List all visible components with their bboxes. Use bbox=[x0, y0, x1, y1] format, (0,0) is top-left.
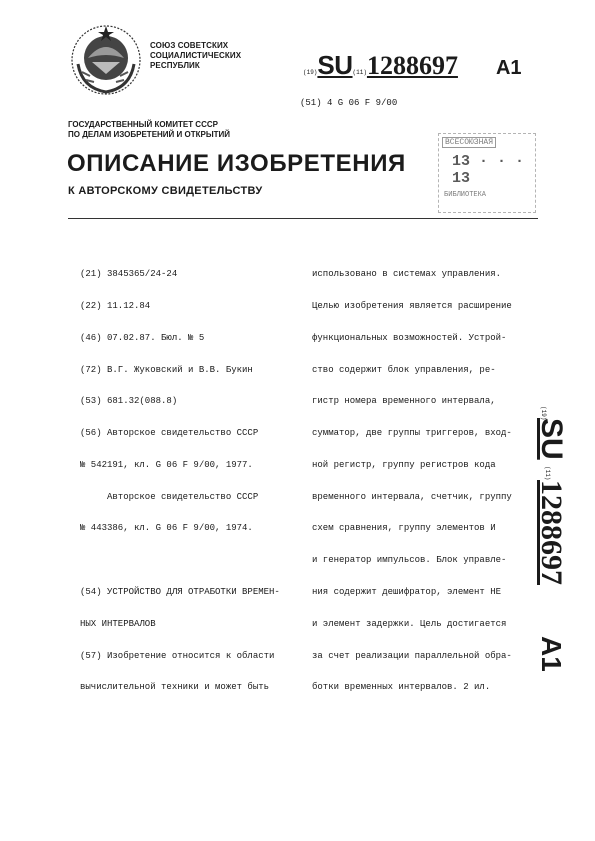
biblio-line: Авторское свидетельство СССР bbox=[80, 491, 259, 502]
abstract-line: гистр номера временного интервала, bbox=[312, 396, 496, 407]
library-stamp bbox=[438, 133, 536, 213]
abstract-line: функциональных возможностей. Устрой- bbox=[312, 332, 507, 343]
abstract-line: Целью изобретения является расширение bbox=[312, 300, 512, 311]
biblio-line: (72) В.Г. Жуковский и В.В. Букин bbox=[80, 364, 253, 375]
abstract-line: ство содержит блок управления, ре- bbox=[312, 364, 496, 375]
document-title: ОПИСАНИЕ ИЗОБРЕТЕНИЯ bbox=[67, 150, 406, 177]
abstract-line: схем сравнения, группу элементов И bbox=[312, 523, 496, 534]
committee-line: ПО ДЕЛАМ ИЗОБРЕТЕНИЙ И ОТКРЫТИЙ bbox=[68, 130, 231, 139]
biblio-line: (57) Изобретение относится к области bbox=[80, 650, 275, 661]
biblio-line: (46) 07.02.87. Бюл. № 5 bbox=[80, 332, 205, 343]
side-kind: A1 bbox=[536, 636, 567, 672]
document-subtitle: К АВТОРСКОМУ СВИДЕТЕЛЬСТВУ bbox=[68, 185, 263, 197]
side-patent-number-text: 1288697 bbox=[535, 480, 568, 585]
biblio-line: (56) Авторское свидетельство СССР bbox=[80, 428, 259, 439]
biblio-line: вычислительной техники и может быть bbox=[80, 682, 270, 693]
stamp-line: ВСЕСОЮЗНАЯ bbox=[442, 137, 496, 148]
abstract-line: и элемент задержки. Цель достигается bbox=[312, 618, 507, 629]
abstract-line: за счет реализации параллельной обра- bbox=[312, 650, 512, 661]
divider bbox=[68, 218, 538, 219]
country-line: СОЦИАЛИСТИЧЕСКИХ bbox=[150, 51, 242, 60]
country-line: СОЮЗ СОВЕТСКИХ bbox=[150, 41, 229, 50]
biblio-line: НЫХ ИНТЕРВАЛОВ bbox=[80, 618, 156, 629]
biblio-line: № 443386, кл. G 06 F 9/00, 1974. bbox=[80, 523, 253, 534]
abstract-line: временного интервала, счетчик, группу bbox=[312, 491, 512, 502]
side-country-code: SU bbox=[535, 418, 568, 460]
abstract-line: использовано в системах управления. bbox=[312, 269, 502, 280]
biblio-line bbox=[80, 555, 295, 566]
biblio-line: (54) УСТРОЙСТВО ДЛЯ ОТРАБОТКИ ВРЕМЕН- bbox=[80, 587, 280, 597]
biblio-line: № 542191, кл. G 06 F 9/00, 1977. bbox=[80, 459, 253, 470]
side-patent-number bbox=[520, 404, 580, 704]
side-code-19: (19) bbox=[540, 406, 547, 421]
ipc-classification: (51) 4 G 06 F 9/00 bbox=[300, 98, 398, 108]
biblio-line: (53) 681.32(088.8) bbox=[80, 396, 178, 407]
patent-kind: A1 bbox=[495, 57, 522, 79]
abstract-line: ния содержит дешифратор, элемент НЕ bbox=[312, 587, 502, 597]
abstract-line: ботки временных интервалов. 2 ил. bbox=[312, 682, 491, 693]
committee-line: ГОСУДАРСТВЕННЫЙ КОМИТЕТ СССР bbox=[68, 120, 218, 129]
country-line: РЕСПУБЛИК bbox=[150, 61, 200, 70]
patent-number: 1288697 bbox=[366, 51, 458, 80]
abstract-text bbox=[312, 248, 537, 704]
abstract-line: и генератор импульсов. Блок управле- bbox=[312, 555, 507, 566]
biblio-line: (21) 3845365/24-24 bbox=[80, 269, 178, 280]
country-name bbox=[150, 41, 241, 71]
biblio-line: (22) 11.12.84 bbox=[80, 300, 151, 311]
publication-header bbox=[303, 50, 522, 80]
stamp-line: 13 · · · 13 bbox=[452, 153, 525, 187]
side-code-11: (11) bbox=[544, 466, 551, 481]
code-11: (11) bbox=[352, 69, 367, 76]
country-code: SU bbox=[317, 50, 353, 80]
bibliographic-data bbox=[80, 248, 295, 704]
committee-name bbox=[68, 120, 230, 140]
code-19: (19) bbox=[303, 69, 318, 76]
abstract-line: ной регистр, группу регистров кода bbox=[312, 459, 496, 470]
abstract-line: сумматор, две группы триггеров, вход- bbox=[312, 428, 512, 439]
stamp-line: БИБЛИОТЕКА bbox=[444, 191, 487, 199]
ussr-emblem-icon bbox=[68, 22, 144, 98]
